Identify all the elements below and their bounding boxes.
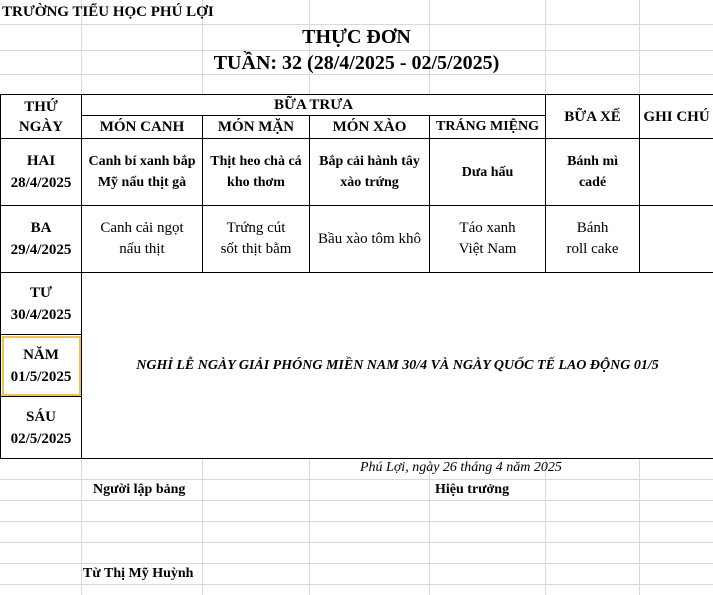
dish-line: nấu thịt	[119, 241, 165, 257]
day-name: BA	[30, 220, 52, 236]
dish-line: xào trứng	[340, 175, 399, 190]
day-date: 30/4/2025	[10, 306, 72, 323]
salty-cell[interactable]	[203, 206, 310, 273]
dessert-cell[interactable]	[430, 206, 546, 273]
holiday-notice[interactable]: NGHỈ LỄ NGÀY GIẢI PHÓNG MIỀN NAM 30/4 VÀ NGÀY QUỐC TẾ LAO ĐỘNG 01/5	[82, 273, 713, 459]
snack-cell[interactable]	[546, 139, 640, 206]
principal-label: Hiệu trưởng	[435, 482, 510, 497]
dish-line: Bánh mì	[567, 154, 619, 169]
week-subtitle: TUẦN: 32 (28/4/2025 - 02/5/2025)	[213, 52, 500, 74]
stirfry-cell[interactable]	[310, 139, 430, 206]
school-name: TRƯỜNG TIỂU HỌC PHÚ LỢI	[2, 4, 214, 20]
place-date: Phú Lợi, ngày 26 tháng 4 năm 2025	[360, 460, 562, 475]
day-date: 02/5/2025	[10, 430, 72, 447]
header-note[interactable]: GHI CHÚ	[640, 95, 713, 139]
header-lunch[interactable]: BỮA TRƯA	[82, 95, 546, 116]
day-cell[interactable]	[1, 139, 82, 206]
preparer-name: Từ Thị Mỹ Huỳnh	[83, 566, 194, 581]
header-day-line2: NGÀY	[18, 118, 64, 135]
day-name: HAI	[26, 153, 56, 169]
table-row	[1, 139, 713, 206]
dish-line: Canh bí xanh bắp	[88, 154, 196, 169]
dish-line: Thịt heo chà cá	[210, 154, 302, 169]
day-cell[interactable]	[1, 206, 82, 273]
dish-line: Bánh	[576, 220, 609, 236]
note-cell[interactable]	[640, 206, 713, 273]
soup-cell[interactable]	[82, 139, 203, 206]
dessert-cell[interactable]	[430, 139, 546, 206]
dish-line: Dưa hấu	[461, 164, 514, 180]
soup-cell[interactable]	[82, 206, 203, 273]
preparer-label: Người lập bảng	[93, 482, 186, 497]
header-salty[interactable]: MÓN MẶN	[203, 116, 310, 139]
day-date: 28/4/2025	[10, 175, 72, 191]
day-name: SÁU	[25, 408, 56, 425]
table-row	[1, 273, 713, 335]
table-row	[1, 206, 713, 273]
dish-line: Mỹ nấu thịt gà	[97, 175, 187, 190]
dish-line: kho thơm	[227, 175, 285, 190]
dish-line: cadé	[578, 175, 607, 190]
snack-cell[interactable]	[546, 206, 640, 273]
dish-line: Việt Nam	[458, 241, 517, 257]
day-cell[interactable]	[1, 273, 82, 335]
dish-line: sốt thịt bằm	[220, 241, 292, 257]
header-day-line1: THỨ	[24, 98, 58, 115]
header-soup[interactable]: MÓN CANH	[82, 116, 203, 139]
salty-cell[interactable]	[203, 139, 310, 206]
header-snack[interactable]: BỮA XẾ	[546, 95, 640, 139]
day-name: NĂM	[23, 346, 59, 363]
note-cell[interactable]	[640, 139, 713, 206]
header-dessert[interactable]: TRÁNG MIỆNG	[430, 116, 546, 139]
dish-line: Táo xanh	[459, 220, 516, 236]
header-stirfry[interactable]: MÓN XÀO	[310, 116, 430, 139]
dish-line: Trứng cút	[226, 220, 286, 236]
dish-line: Bắp cải hành tây	[319, 154, 420, 169]
day-date: 01/5/2025	[10, 368, 72, 385]
stirfry-cell[interactable]	[310, 206, 430, 273]
day-cell-selected[interactable]	[1, 335, 82, 397]
page-title: THỰC ĐƠN	[302, 26, 411, 48]
dish-line: Bầu xào tôm khô	[318, 230, 421, 247]
header-day[interactable]	[1, 95, 82, 139]
day-cell[interactable]	[1, 397, 82, 459]
day-name: TƯ	[30, 284, 52, 301]
dish-line: roll cake	[566, 241, 619, 257]
day-date: 29/4/2025	[10, 242, 72, 258]
dish-line: Canh cải ngọt	[100, 220, 184, 236]
menu-table	[0, 94, 713, 459]
